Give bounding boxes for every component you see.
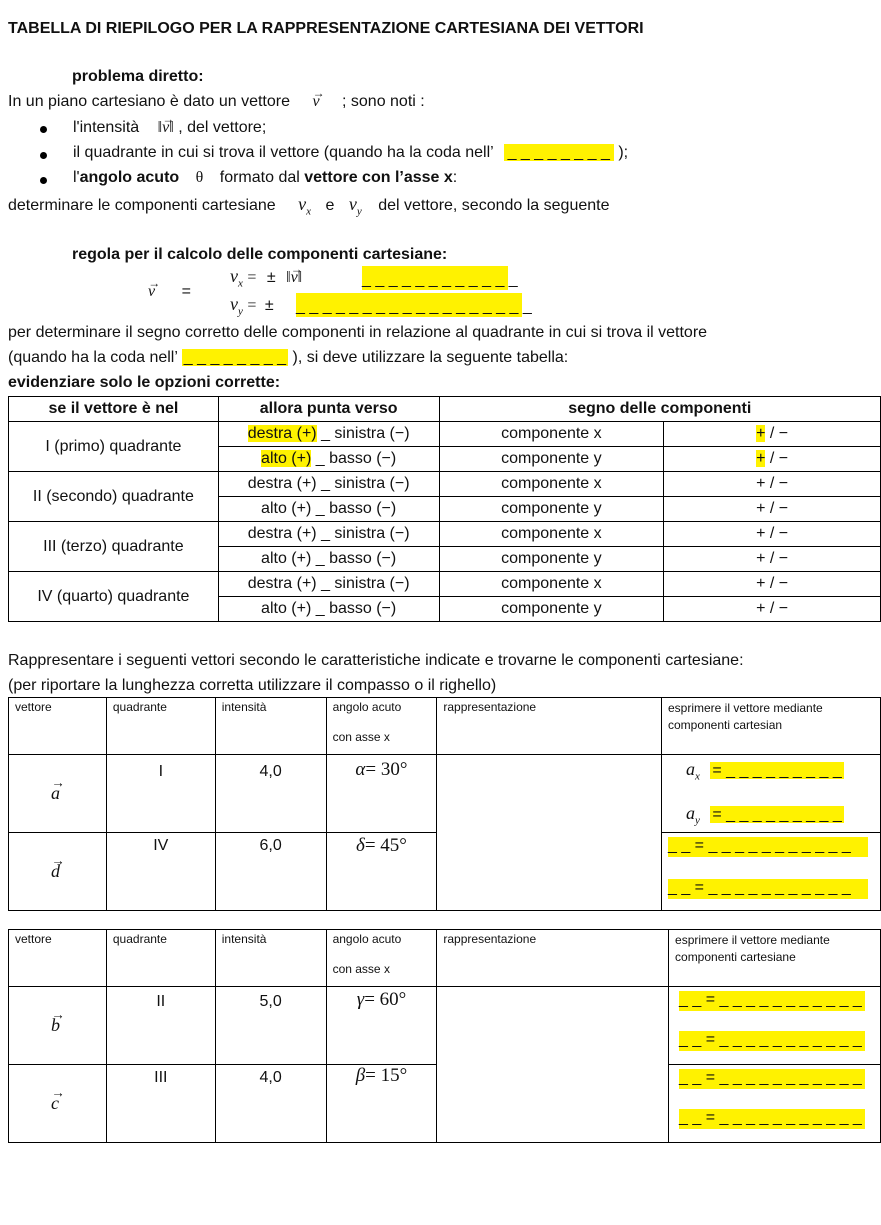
theta-symbol: θ	[195, 169, 204, 186]
direct-heading: problema diretto:	[72, 68, 204, 85]
answer-cell[interactable]: _ _ = _ _ _ _ _ _ _ _ _ _ _ _ _ = _ _ _ _ _ _ _ _ _ _ _	[661, 833, 880, 911]
sign-table	[8, 396, 881, 622]
bullet-text-end: , del vettore;	[178, 119, 267, 136]
rule-para2: (quando ha la coda nell’ _ _ _ _ _ _ _ _ ), si deve utilizzare la seguente tabella:	[8, 349, 569, 366]
vector-v: → v	[162, 119, 169, 137]
bullet	[40, 126, 47, 133]
table-row: I (primo) quadrante destra (+) _ sinistra (−) componente x + / −	[9, 422, 881, 447]
exercise-table-1	[8, 697, 881, 911]
bullet-quadrant	[73, 144, 628, 162]
table-row: → a I 4,0 α= 30° $a_x$ = _ _ _ _ _ _ _ _ _ $a_y$ = _ _ _ _ _ _ _ _ _	[9, 755, 881, 833]
table-row: → c III 4,0 β= 15° _ _ = _ _ _ _ _ _ _ _ _ _ _ _ _ = _ _ _ _ _ _ _ _ _ _ _	[9, 1065, 881, 1143]
bullet	[40, 177, 47, 184]
bold-text: angolo acuto	[79, 169, 180, 186]
sign-cell[interactable]: + / −	[664, 572, 881, 597]
sign-cell[interactable]: + / −	[664, 597, 881, 622]
direction-cell[interactable]: alto (+) _ basso (−)	[218, 547, 439, 572]
bullet-text: l'intensità	[73, 119, 140, 136]
bullet	[40, 152, 47, 159]
vector-b: → b	[51, 1015, 60, 1036]
direct-intro	[8, 93, 425, 111]
equals: =	[181, 283, 191, 300]
drawing-area[interactable]	[437, 755, 662, 911]
and-text: e	[325, 197, 335, 214]
table-row: → b II 5,0 γ= 60° _ _ = _ _ _ _ _ _ _ _ _ _ _ _ _ = _ _ _ _ _ _ _ _ _ _ _	[9, 987, 881, 1065]
table-row: III (terzo) quadrante destra (+) _ sinistra (−) componente x + / −	[9, 522, 881, 547]
table-row: IV (quarto) quadrante destra (+) _ sinistra (−) componente x + / −	[9, 572, 881, 597]
rule-vector	[148, 283, 191, 301]
bullet-text-end: );	[618, 144, 629, 161]
table-row: alto (+) _ basso (−) componente y + / −	[9, 547, 881, 572]
direction-cell[interactable]: destra (+) _ sinistra (−)	[218, 422, 439, 447]
direction-cell[interactable]: alto (+) _ basso (−)	[218, 497, 439, 522]
rule-para1: per determinare il segno corretto delle componenti in relazione al quadrante in cui si trova il vettore	[8, 324, 708, 341]
direction-cell[interactable]: destra (+) _ sinistra (−)	[218, 572, 439, 597]
rule-para3: evidenziare solo le opzioni corrette:	[8, 374, 281, 391]
table-row: alto (+) _ basso (−) componente y + / −	[9, 497, 881, 522]
bullet-text: l'	[73, 169, 80, 186]
vector-d: → d	[51, 861, 60, 882]
norm-symbol: ‖→ v‖	[158, 119, 174, 136]
determine-line	[8, 194, 609, 218]
bullet-angle	[73, 169, 457, 187]
sign-cell[interactable]: + / −	[664, 522, 881, 547]
exercise-table-2	[8, 929, 881, 1143]
sign-cell[interactable]: + / −	[664, 422, 881, 447]
determine-text-end: del vettore, secondo la seguente	[378, 197, 610, 214]
exercise-line2: (per riportare la lunghezza corretta utilizzare il compasso o il righello)	[8, 677, 497, 694]
sign-cell[interactable]: + / −	[664, 472, 881, 497]
bullet-text: formato dal	[219, 169, 300, 186]
determine-text: determinare le componenti cartesiane	[8, 197, 276, 214]
table-row: alto (+) _ basso (−) componente y + / −	[9, 447, 881, 472]
sign-cell[interactable]: + / −	[664, 447, 881, 472]
vector-c: → c	[51, 1093, 59, 1114]
bullet-text: il quadrante in cui si trova il vettore (quando ha la coda nell’	[73, 144, 494, 161]
direction-cell[interactable]: destra (+) _ sinistra (−)	[218, 522, 439, 547]
vector-v: → v	[312, 93, 319, 111]
rule-vx: $v_x$ = ± ‖→ v‖	[230, 266, 302, 290]
answer-blank[interactable]: _ _ _ _ _ _ _ _	[183, 349, 287, 366]
vy-symbol: $v_y$	[348, 194, 362, 218]
table-header: vettore quadrante intensità angolo acuto con asse x rappresentazione esprimere il vettore mediante componenti cartesiane	[9, 930, 881, 987]
table-header: se il vettore è nel allora punta verso segno delle componenti	[9, 397, 881, 422]
sign-cell[interactable]: + / −	[664, 547, 881, 572]
answer-blank-vy[interactable]: _ _ _ _ _ _ _ _ _ _ _ _ _ _ _ _ _ _	[296, 293, 522, 317]
sign-cell[interactable]: + / −	[664, 497, 881, 522]
bullet-text-end: :	[452, 169, 458, 186]
answer-cell[interactable]: $a_x$ = _ _ _ _ _ _ _ _ _ $a_y$ = _ _ _ _ _ _ _ _ _	[661, 755, 880, 833]
exercise-line1: Rappresentare i seguenti vettori secondo le caratteristiche indicate e trovarne le componenti cartesiane:	[8, 652, 744, 669]
direction-cell[interactable]: destra (+) _ sinistra (−)	[218, 472, 439, 497]
rule-heading: regola per il calcolo delle componenti cartesiane:	[72, 246, 448, 263]
rule-vy: $v_y$ = ±	[230, 294, 274, 318]
answer-cell[interactable]: _ _ = _ _ _ _ _ _ _ _ _ _ _ _ _ = _ _ _ _ _ _ _ _ _ _ _	[669, 1065, 881, 1143]
page-title: TABELLA DI RIEPILOGO PER LA RAPPRESENTAZIONE CARTESIANA DEI VETTORI	[8, 20, 644, 37]
answer-cell[interactable]: _ _ = _ _ _ _ _ _ _ _ _ _ _ _ _ = _ _ _ _ _ _ _ _ _ _ _	[669, 987, 881, 1065]
vector-a: → a	[51, 783, 60, 804]
answer-blank[interactable]: _ _ _ _ _ _ _ _	[504, 144, 614, 161]
intro-text-end: ; sono noti :	[342, 93, 425, 110]
answer-blank-vx[interactable]: _ _ _ _ _ _ _ _ _ _ _ _	[362, 266, 508, 290]
intro-text: In un piano cartesiano è dato un vettore	[8, 93, 290, 110]
table-row: II (secondo) quadrante destra (+) _ sinistra (−) componente x + / −	[9, 472, 881, 497]
direction-cell[interactable]: alto (+) _ basso (−)	[218, 447, 439, 472]
table-row: → d IV 6,0 δ= 45° _ _ = _ _ _ _ _ _ _ _ _ _ _ _ _ = _ _ _ _ _ _ _ _ _ _ _	[9, 833, 881, 911]
table-header: vettore quadrante intensità angolo acuto con asse x rappresentazione esprimere il vettore mediante componenti cartesian	[9, 698, 881, 755]
bold-text: vettore con l’asse x	[304, 169, 453, 186]
table-row: alto (+) _ basso (−) componente y + / −	[9, 597, 881, 622]
vx-symbol: $v_x$	[298, 194, 312, 218]
direction-cell[interactable]: alto (+) _ basso (−)	[218, 597, 439, 622]
drawing-area[interactable]	[437, 987, 669, 1143]
vector-v: → v	[148, 283, 155, 301]
bullet-intensity	[73, 119, 266, 137]
